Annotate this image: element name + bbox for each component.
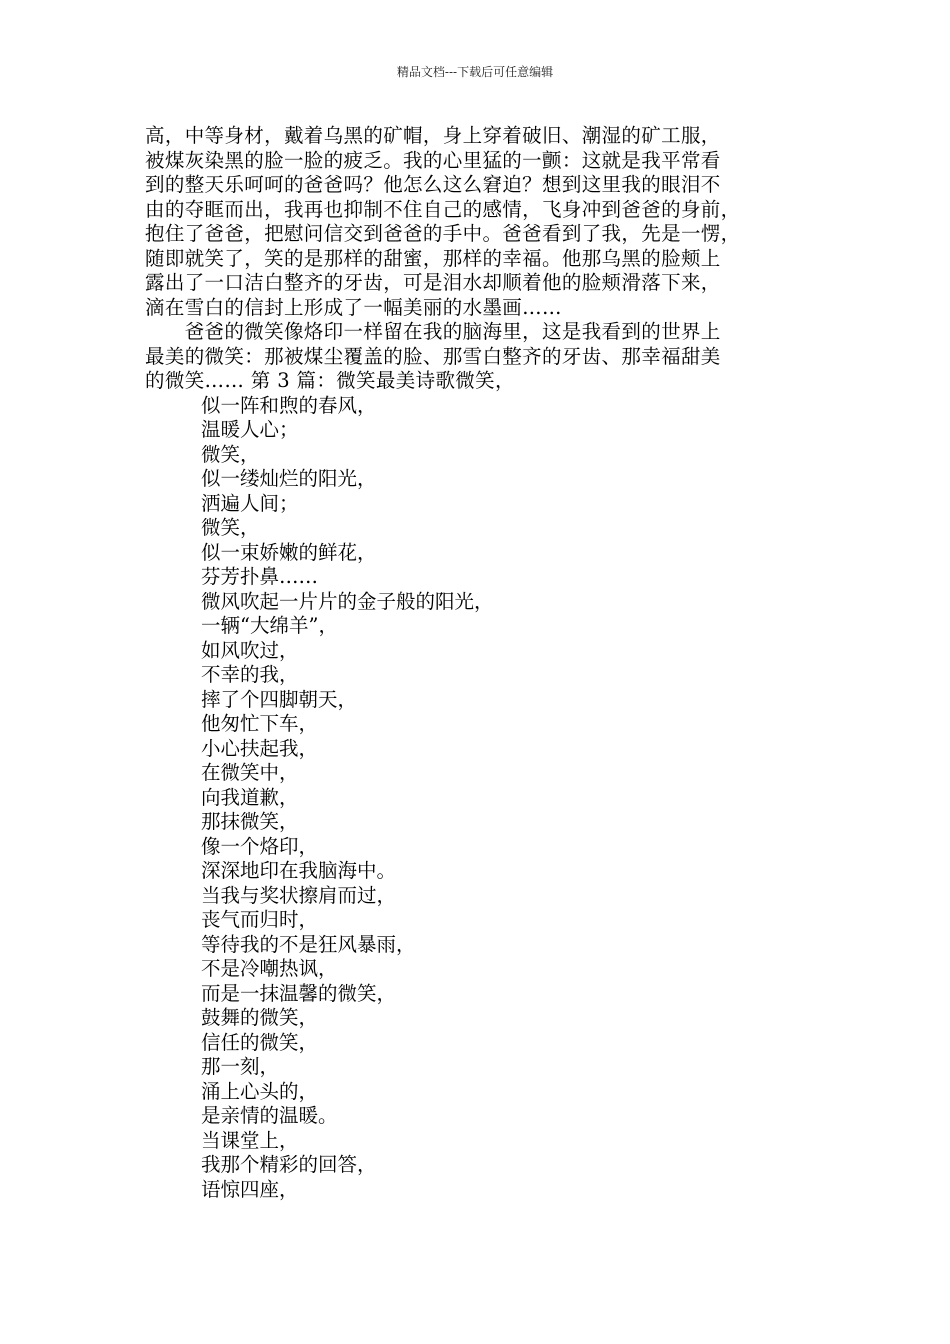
poem-line: 像一个烙印， <box>201 834 319 858</box>
poem-line: 那抹微笑， <box>201 810 299 833</box>
poem-line: 芬芳扑鼻…… <box>201 565 319 588</box>
poem-line: 一辆“大绵羊”， <box>201 614 338 637</box>
document-body <box>145 124 815 1202</box>
poem-line: 深深地印在我脑海中。 <box>201 859 397 882</box>
poem-line: 我那个精彩的回答， <box>201 1153 377 1176</box>
poem-line: 温暖人心； <box>201 418 299 441</box>
poem-line: 摔了个四脚朝天， <box>201 687 358 711</box>
paragraph <box>145 320 815 394</box>
poem-line: 鼓舞的微笑， <box>201 1006 319 1029</box>
poem-line: 那一刻， <box>201 1055 280 1078</box>
text-line: 露出了一口洁白整齐的牙齿，可是泪水却顺着他的脸颊滑落下来， <box>145 271 721 294</box>
poem-line: 在微笑中， <box>201 761 299 784</box>
poem-line: 似一阵和煦的春风， <box>201 393 377 417</box>
text-line: 抱住了爸爸，把慰问信交到爸爸的手中。爸爸看到了我，先是一愣， <box>145 222 741 245</box>
text-line: 被煤灰染黑的脸一脸的疲乏。我的心里猛的一颤：这就是我平常看 <box>145 148 721 172</box>
poem-line: 等待我的不是狂风暴雨， <box>201 932 416 956</box>
poem-line: 似一缕灿烂的阳光， <box>201 467 377 490</box>
poem-line: 微笑， <box>201 442 260 466</box>
poem-line: 似一束娇嫩的鲜花， <box>201 540 377 564</box>
poem-line: 如风吹过， <box>201 638 299 662</box>
poem-line: 当课堂上， <box>201 1128 299 1152</box>
poem-line: 而是一抹温馨的微笑， <box>201 981 397 1005</box>
poem-line: 向我道歉， <box>201 785 299 809</box>
text-line: 爸爸的微笑像烙印一样留在我的脑海里，这是我看到的世界上 <box>145 320 721 343</box>
poem-line: 微风吹起一片片的金子般的阳光， <box>201 589 494 613</box>
text-line: 随即就笑了，笑的是那样的甜蜜，那样的幸福。他那乌黑的脸颊上 <box>145 246 721 270</box>
poem-line: 微笑， <box>201 516 260 539</box>
paragraph <box>145 124 815 320</box>
text-line: 最美的微笑：那被煤尘覆盖的脸、那雪白整齐的牙齿、那幸福甜美 <box>145 344 721 368</box>
poem-line: 小心扶起我， <box>201 736 319 760</box>
page-header: 精品文档---下载后可任意编辑 <box>396 65 554 79</box>
poem-line: 信任的微笑， <box>201 1030 319 1054</box>
poem-line: 不幸的我， <box>201 663 299 686</box>
text-line: 由的夺眶而出，我再也抑制不住自己的感情，飞身冲到爸爸的身前， <box>145 197 741 221</box>
poem <box>145 394 815 1203</box>
text-line: 滴在雪白的信封上形成了一幅美丽的水墨画…… <box>145 295 562 319</box>
poem-line: 他匆忙下车， <box>201 712 319 735</box>
poem-line: 当我与奖状擦肩而过， <box>201 883 397 907</box>
poem-line: 语惊四座， <box>201 1177 299 1201</box>
poem-line: 丧气而归时， <box>201 908 319 931</box>
text-line: 高，中等身材，戴着乌黑的矿帽，身上穿着破旧、潮湿的矿工服， <box>145 124 721 147</box>
poem-line: 洒遍人间； <box>201 491 299 515</box>
text-line: 的微笑…… 第 3 篇：微笑最美诗歌微笑， <box>145 369 515 392</box>
poem-line: 不是冷嘲热讽， <box>201 957 338 980</box>
poem-line: 涌上心头的， <box>201 1079 319 1103</box>
text-line: 到的整天乐呵呵的爸爸吗？他怎么这么窘迫？想到这里我的眼泪不 <box>145 173 721 196</box>
poem-line: 是亲情的温暖。 <box>201 1104 338 1127</box>
